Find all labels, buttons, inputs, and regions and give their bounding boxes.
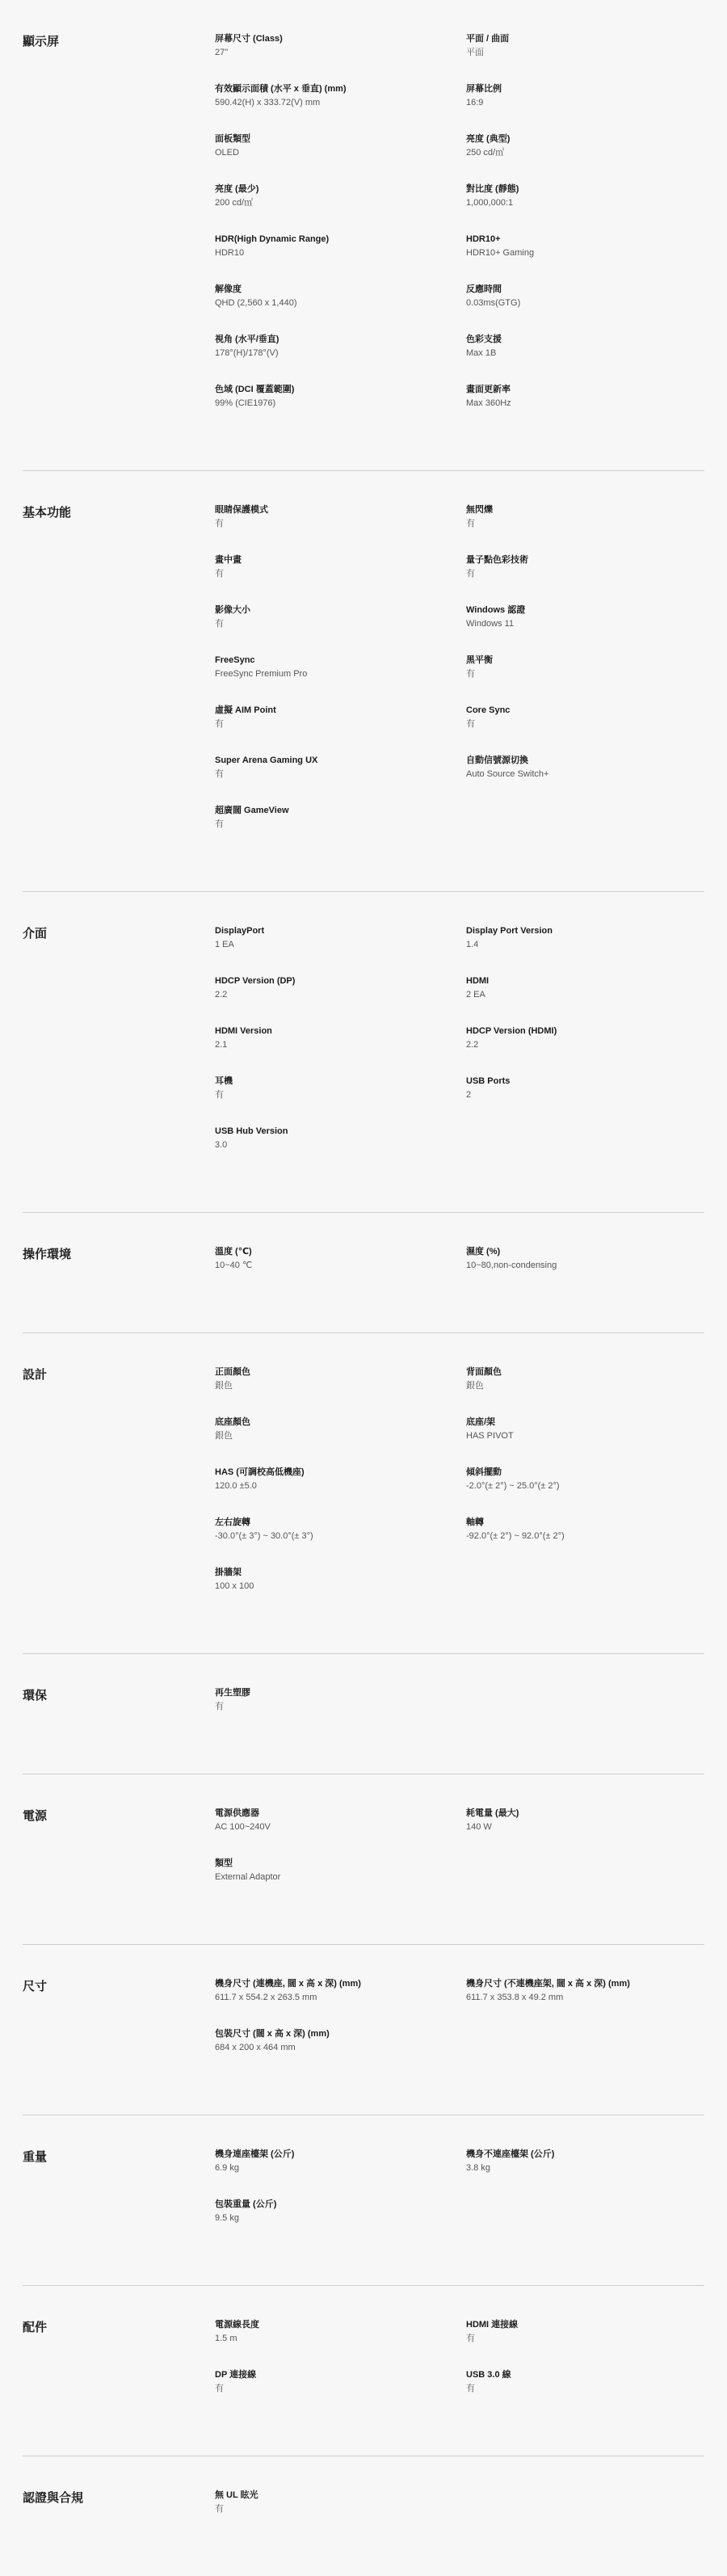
spec-label: 平面 / 曲面 — [466, 34, 510, 44]
spec-value: 99% (CIE1976) — [215, 398, 276, 408]
spec-value: Max 1B — [466, 348, 497, 358]
spec-value: 2.2 — [215, 990, 228, 1000]
spec-value: External Adaptor — [215, 1872, 281, 1882]
spec-item — [215, 804, 466, 840]
spec-label: 機身尺寸 (不連機座架, 闊 x 高 x 深) (mm) — [466, 1979, 630, 1989]
spec-value: 有 — [215, 819, 224, 829]
spec-label: 無 UL 眩光 — [215, 2490, 258, 2500]
spec-item — [215, 383, 466, 419]
spec-label: 畫中畫 — [215, 555, 242, 565]
section-title: 設計 — [23, 1368, 48, 1382]
spec-label: DisplayPort — [215, 926, 265, 936]
spec-label: 影像大小 — [215, 605, 250, 615]
spec-value: 銀色 — [215, 1381, 233, 1391]
spec-value: FreeSync Premium Pro — [215, 669, 308, 679]
spec-value: 銀色 — [466, 1381, 484, 1391]
spec-label: 對比度 (靜態) — [466, 184, 519, 194]
spec-item — [466, 1516, 717, 1551]
spec-label: HDR(High Dynamic Range) — [215, 234, 330, 244]
spec-value: 有 — [466, 669, 475, 679]
spec-value: 178°(H)/178°(V) — [215, 348, 279, 358]
spec-label: 溫度 (℃) — [215, 1247, 252, 1256]
spec-value: 2.1 — [215, 1040, 228, 1050]
spec-item — [466, 1807, 717, 1842]
spec-label: 掛牆架 — [215, 1568, 242, 1577]
spec-item — [466, 1416, 717, 1451]
spec-item — [466, 2368, 717, 2404]
spec-item — [466, 1466, 717, 1501]
spec-value: 100 x 100 — [215, 1581, 254, 1591]
spec-grid — [215, 2286, 704, 2456]
spec-value: 銀色 — [215, 1431, 233, 1441]
spec-value: QHD (2,560 x 1,440) — [215, 298, 297, 308]
spec-section — [23, 892, 704, 1213]
spec-item — [215, 1075, 466, 1110]
spec-item — [215, 2148, 466, 2183]
spec-grid — [215, 1333, 704, 1653]
spec-label: Display Port Version — [466, 926, 553, 936]
spec-label: 虛擬 AIM Point — [215, 705, 276, 715]
spec-item — [215, 924, 466, 960]
spec-value: 10~40 ℃ — [215, 1261, 253, 1270]
spec-label: 再生塑膠 — [215, 1688, 250, 1698]
spec-item — [466, 2148, 717, 2183]
spec-value: 250 cd/㎡ — [466, 148, 505, 158]
spec-label: 量子點色彩技術 — [466, 555, 528, 565]
spec-item — [215, 233, 466, 268]
spec-value: Windows 11 — [466, 619, 515, 629]
spec-label: 電源線長度 — [215, 2320, 259, 2330]
spec-item — [215, 1245, 466, 1281]
spec-label: 黑平衡 — [466, 655, 493, 665]
spec-label: 包裝尺寸 (闊 x 高 x 深) (mm) — [215, 2029, 330, 2039]
spec-item — [466, 503, 717, 539]
spec-label: HDMI Version — [215, 1026, 272, 1036]
spec-label: DP 連接線 — [215, 2370, 257, 2380]
spec-item — [215, 1125, 466, 1160]
spec-item — [215, 2368, 466, 2404]
spec-label: USB Hub Version — [215, 1126, 288, 1136]
spec-item — [466, 754, 717, 789]
spec-grid — [215, 0, 704, 470]
spec-item — [215, 704, 466, 739]
spec-item — [466, 133, 717, 168]
spec-section — [23, 1654, 704, 1774]
spec-value: 611.7 x 353.8 x 49.2 mm — [466, 1993, 564, 2002]
spec-value: 10~80,non-condensing — [466, 1261, 557, 1270]
spec-grid — [215, 1945, 704, 2115]
spec-value: HDR10 — [215, 248, 245, 258]
spec-label: 機身不連座檯架 (公斤) — [466, 2149, 555, 2159]
spec-item — [215, 1466, 466, 1501]
section-title: 認證與合規 — [23, 2491, 84, 2505]
spec-item — [215, 1516, 466, 1551]
spec-value: 2 — [466, 1090, 472, 1100]
spec-value: 684 x 200 x 464 mm — [215, 2043, 296, 2052]
spec-item — [466, 2318, 717, 2354]
spec-value: HDR10+ Gaming — [466, 248, 535, 258]
spec-label: HDR10+ — [466, 234, 501, 244]
spec-item — [215, 32, 466, 68]
spec-label: 耗電量 (最大) — [466, 1808, 519, 1818]
spec-label: Windows 認證 — [466, 605, 526, 615]
spec-value: Auto Source Switch+ — [466, 769, 549, 779]
spec-label: 左右旋轉 — [215, 1517, 250, 1527]
spec-item — [466, 974, 717, 1010]
spec-label: 視角 (水平/垂直) — [215, 335, 279, 344]
spec-item — [215, 133, 466, 168]
spec-section — [23, 0, 704, 471]
spec-value: 有 — [215, 769, 224, 779]
spec-label: 屏幕比例 — [466, 84, 502, 94]
spec-value: 1 EA — [215, 940, 234, 949]
spec-label: 畫面更新率 — [466, 385, 511, 394]
spec-label: 電源供應器 — [215, 1808, 259, 1818]
spec-value: 有 — [215, 619, 224, 629]
spec-item — [466, 1025, 717, 1060]
spec-grid — [215, 1213, 704, 1332]
spec-item — [215, 503, 466, 539]
spec-item — [215, 1857, 466, 1892]
spec-label: USB 3.0 線 — [466, 2370, 511, 2380]
spec-grid — [215, 1774, 704, 1944]
spec-value: 140 W — [466, 1822, 492, 1832]
spec-item — [215, 1366, 466, 1401]
spec-value: 有 — [466, 519, 475, 528]
spec-item — [215, 654, 466, 689]
spec-item — [466, 82, 717, 118]
spec-item — [215, 1566, 466, 1602]
spec-item — [215, 1025, 466, 1060]
spec-label: 無閃爍 — [466, 505, 493, 515]
spec-grid — [215, 471, 704, 891]
spec-label: 濕度 (%) — [466, 1247, 501, 1256]
spec-value: 有 — [215, 519, 224, 528]
spec-value: -30.0°(± 3°) ~ 30.0°(± 3°) — [215, 1531, 313, 1541]
spec-label: 傾斜擺動 — [466, 1467, 502, 1477]
section-title: 電源 — [23, 1809, 48, 1823]
spec-value: Max 360Hz — [466, 398, 511, 408]
spec-value: -92.0°(± 2°) ~ 92.0°(± 2°) — [466, 1531, 565, 1541]
spec-value: 590.42(H) x 333.72(V) mm — [215, 98, 321, 107]
section-title: 尺寸 — [23, 1980, 48, 1993]
spec-label: Super Arena Gaming UX — [215, 756, 318, 765]
spec-value: 200 cd/㎡ — [215, 198, 254, 208]
spec-label: HDMI — [466, 976, 490, 986]
spec-value: 611.7 x 554.2 x 263.5 mm — [215, 1993, 317, 2002]
spec-item — [215, 2489, 466, 2524]
spec-item — [466, 1075, 717, 1110]
spec-label: HDCP Version (DP) — [215, 976, 296, 986]
spec-label: 亮度 (最少) — [215, 184, 259, 194]
spec-item — [215, 1686, 466, 1722]
spec-item — [466, 1977, 717, 2013]
spec-item — [466, 383, 717, 419]
spec-label: USB Ports — [466, 1076, 511, 1086]
spec-item — [215, 82, 466, 118]
spec-section — [23, 1213, 704, 1333]
spec-label: 眼睛保護模式 — [215, 505, 268, 515]
spec-label: 色域 (DCI 覆蓋範圍) — [215, 385, 295, 394]
spec-item — [466, 704, 717, 739]
spec-section — [23, 2286, 704, 2456]
spec-item — [466, 283, 717, 318]
spec-label: 機身尺寸 (連機座, 闊 x 高 x 深) (mm) — [215, 1979, 361, 1989]
spec-label: 正面顏色 — [215, 1367, 250, 1377]
spec-label: 自動信號源切換 — [466, 756, 528, 765]
spec-item — [215, 2198, 466, 2233]
spec-value: 3.8 kg — [466, 2163, 490, 2173]
spec-label: 包裝重量 (公斤) — [215, 2199, 277, 2209]
spec-item — [466, 1366, 717, 1401]
spec-value: -2.0°(± 2°) ~ 25.0°(± 2°) — [466, 1481, 560, 1491]
spec-item — [466, 233, 717, 268]
spec-label: 背面顏色 — [466, 1367, 502, 1377]
spec-item — [215, 1977, 466, 2013]
spec-item — [215, 2027, 466, 2063]
spec-value: 有 — [466, 569, 475, 579]
spec-value: AC 100~240V — [215, 1822, 271, 1832]
section-title: 重量 — [23, 2150, 48, 2164]
spec-value: 有 — [215, 2504, 224, 2514]
spec-value: 有 — [215, 2384, 224, 2393]
spec-value: OLED — [215, 148, 239, 158]
spec-value: 1.5 m — [215, 2334, 237, 2343]
spec-label: FreeSync — [215, 655, 255, 665]
spec-label: 底座顏色 — [215, 1417, 250, 1427]
spec-value: 1.4 — [466, 940, 479, 949]
spec-section — [23, 2456, 704, 2576]
spec-value: HAS PIVOT — [466, 1431, 514, 1441]
spec-grid — [215, 2456, 704, 2576]
spec-section — [23, 2115, 704, 2286]
section-title: 環保 — [23, 1689, 48, 1703]
spec-item — [466, 183, 717, 218]
spec-grid — [215, 2115, 704, 2285]
spec-value: 有 — [215, 1702, 224, 1711]
spec-item — [215, 754, 466, 789]
spec-value: 有 — [466, 719, 475, 729]
spec-item — [466, 554, 717, 589]
spec-item — [215, 2318, 466, 2354]
spec-item — [215, 1416, 466, 1451]
spec-value: 120.0 ±5.0 — [215, 1481, 257, 1491]
spec-item — [466, 604, 717, 639]
spec-item — [466, 924, 717, 960]
spec-label: 軸轉 — [466, 1517, 484, 1527]
spec-label: 有效顯示面積 (水平 x 垂直) (mm) — [215, 84, 347, 94]
spec-label: HAS (可調校高低機座) — [215, 1467, 305, 1477]
spec-section — [23, 1945, 704, 2115]
spec-grid — [215, 892, 704, 1212]
spec-label: 類型 — [215, 1858, 233, 1868]
spec-item — [215, 183, 466, 218]
section-title: 配件 — [23, 2321, 48, 2334]
spec-label: Core Sync — [466, 705, 511, 715]
spec-item — [215, 604, 466, 639]
spec-value: 有 — [466, 2334, 475, 2343]
spec-section — [23, 471, 704, 892]
spec-label: 面板類型 — [215, 134, 250, 144]
section-title: 基本功能 — [23, 506, 72, 520]
spec-label: 色彩支援 — [466, 335, 502, 344]
spec-label: 底座/架 — [466, 1417, 496, 1427]
spec-label: 耳機 — [215, 1076, 233, 1086]
spec-item — [215, 554, 466, 589]
spec-value: 2.2 — [466, 1040, 479, 1050]
spec-section — [23, 1774, 704, 1945]
spec-item — [466, 654, 717, 689]
spec-value: 9.5 kg — [215, 2213, 239, 2223]
spec-label: HDMI 連接線 — [466, 2320, 519, 2330]
spec-section — [23, 1333, 704, 1654]
spec-label: 機身連座檯架 (公斤) — [215, 2149, 295, 2159]
spec-label: 超廣闊 GameView — [215, 806, 289, 815]
spec-grid — [215, 1654, 704, 1774]
spec-value: 3.0 — [215, 1140, 228, 1150]
spec-item — [215, 1807, 466, 1842]
section-title: 操作環境 — [23, 1248, 72, 1261]
spec-item — [466, 333, 717, 368]
spec-value: 有 — [466, 2384, 475, 2393]
spec-value: 0.03ms(GTG) — [466, 298, 521, 308]
spec-label: HDCP Version (HDMI) — [466, 1026, 557, 1036]
spec-item — [466, 32, 717, 68]
spec-value: 27" — [215, 48, 229, 57]
spec-value: 1,000,000:1 — [466, 198, 514, 208]
spec-value: 2 EA — [466, 990, 485, 1000]
spec-label: 屏幕尺寸 (Class) — [215, 34, 283, 44]
spec-value: 有 — [215, 719, 224, 729]
spec-value: 16:9 — [466, 98, 484, 107]
spec-item — [466, 1245, 717, 1281]
spec-value: 有 — [215, 1090, 224, 1100]
spec-value: 平面 — [466, 48, 484, 57]
spec-label: 反應時間 — [466, 284, 502, 294]
spec-label: 亮度 (典型) — [466, 134, 511, 144]
spec-value: 有 — [215, 569, 224, 579]
section-title: 介面 — [23, 927, 48, 941]
spec-item — [215, 974, 466, 1010]
spec-item — [215, 333, 466, 368]
spec-label: 解像度 — [215, 284, 242, 294]
spec-item — [215, 283, 466, 318]
section-title: 顯示屏 — [23, 35, 60, 48]
spec-value: 6.9 kg — [215, 2163, 239, 2173]
